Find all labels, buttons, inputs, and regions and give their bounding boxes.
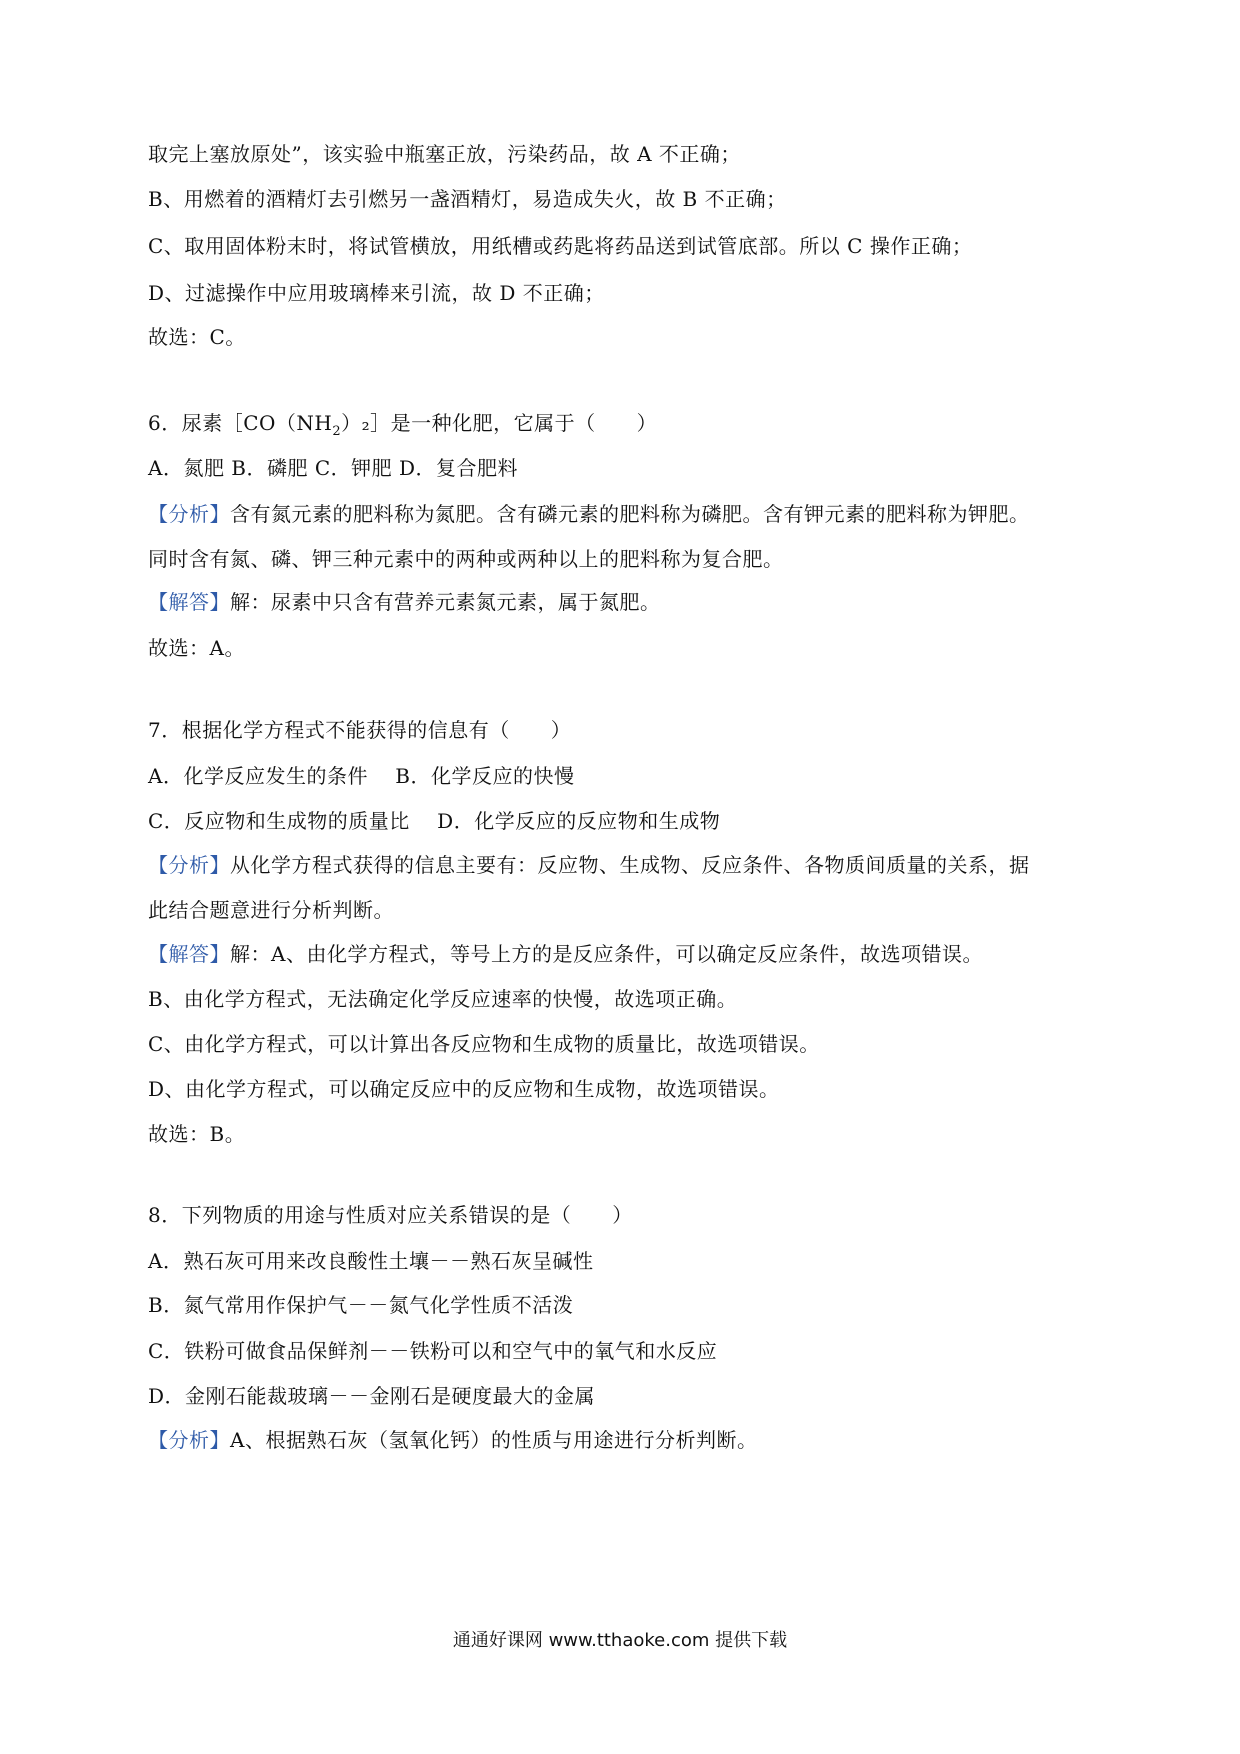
q5-line-4: D、过滤操作中应用玻璃棒来引流，故 D 不正确； [148, 281, 605, 305]
q5-line-1: 取完上塞放原处”，该实验中瓶塞正放，污染药品，故 A 不正确； [148, 142, 741, 166]
q6-analysis-line-2: 同时含有氮、磷、钾三种元素中的两种或两种以上的肥料称为复合肥。 [148, 547, 784, 571]
analysis-tag: 【分析】 [148, 1428, 230, 1452]
analysis-tag: 【分析】 [148, 853, 230, 877]
q7-solution-text-1: 解：A、由化学方程式，等号上方的是反应条件，可以确定反应条件，故选项错误。 [230, 942, 983, 966]
q5-answer: 故选：C。 [148, 325, 246, 349]
q7-solution-line-2: B、由化学方程式，无法确定化学反应速率的快慢，故选项正确。 [148, 987, 738, 1011]
q8-option-a: A．熟石灰可用来改良酸性土壤－－熟石灰呈碱性 [148, 1249, 594, 1273]
solution-tag: 【解答】 [148, 590, 230, 614]
q6-stem-part-1: 6．尿素［CO（NH [148, 411, 333, 435]
q6-answer: 故选：A。 [148, 636, 245, 660]
q7-solution-line-1 [148, 941, 983, 967]
q7-stem: 7．根据化学方程式不能获得的信息有（ ） [148, 718, 572, 742]
q7-analysis-text-1: 从化学方程式获得的信息主要有：反应物、生成物、反应条件、各物质间质量的关系，据 [230, 853, 1030, 877]
q8-option-d: D．金刚石能裁玻璃－－金刚石是硬度最大的金属 [148, 1384, 596, 1408]
solution-tag: 【解答】 [148, 942, 230, 966]
q6-stem [148, 410, 658, 439]
page-footer: 通通好课网 www.tthaoke.com 提供下载 [452, 1630, 788, 1651]
q8-analysis-text-1: A、根据熟石灰（氢氧化钙）的性质与用途进行分析判断。 [230, 1428, 758, 1452]
q6-stem-part-2: ）₂］是一种化肥，它属于（ ） [341, 411, 658, 435]
q7-solution-line-4: D、由化学方程式，可以确定反应中的反应物和生成物，故选项错误。 [148, 1077, 780, 1101]
q7-analysis-line-1 [148, 852, 1030, 878]
q6-analysis-text-1: 含有氮元素的肥料称为氮肥。含有磷元素的肥料称为磷肥。含有钾元素的肥料称为钾肥。 [230, 502, 1030, 526]
q8-option-c: C．铁粉可做食品保鲜剂－－铁粉可以和空气中的氧气和水反应 [148, 1339, 718, 1363]
analysis-tag: 【分析】 [148, 502, 230, 526]
q7-answer: 故选：B。 [148, 1122, 246, 1146]
q8-option-b: B．氮气常用作保护气－－氮气化学性质不活泼 [148, 1293, 574, 1317]
q6-stem-subscript: 2 [332, 424, 342, 439]
q8-stem: 8．下列物质的用途与性质对应关系错误的是（ ） [148, 1203, 633, 1227]
q7-solution-line-3: C、由化学方程式，可以计算出各反应物和生成物的质量比，故选项错误。 [148, 1032, 820, 1056]
q6-solution [148, 589, 661, 615]
q7-options-2: C．反应物和生成物的质量比 D．化学反应的反应物和生成物 [148, 809, 721, 833]
q6-solution-text: 解：尿素中只含有营养元素氮元素，属于氮肥。 [230, 590, 661, 614]
q6-analysis-line-1 [148, 501, 1030, 527]
q8-analysis-line-1 [148, 1427, 757, 1453]
q6-options: A．氮肥 B．磷肥 C．钾肥 D．复合肥料 [148, 456, 519, 480]
q7-analysis-line-2: 此结合题意进行分析判断。 [148, 898, 394, 922]
q5-line-2: B、用燃着的酒精灯去引燃另一盏酒精灯，易造成失火，故 B 不正确； [148, 187, 787, 211]
q5-line-3: C、取用固体粉末时，将试管横放，用纸槽或药匙将药品送到试管底部。所以 C 操作正确； [148, 234, 973, 258]
q7-options-1: A．化学反应发生的条件 B．化学反应的快慢 [148, 764, 575, 788]
